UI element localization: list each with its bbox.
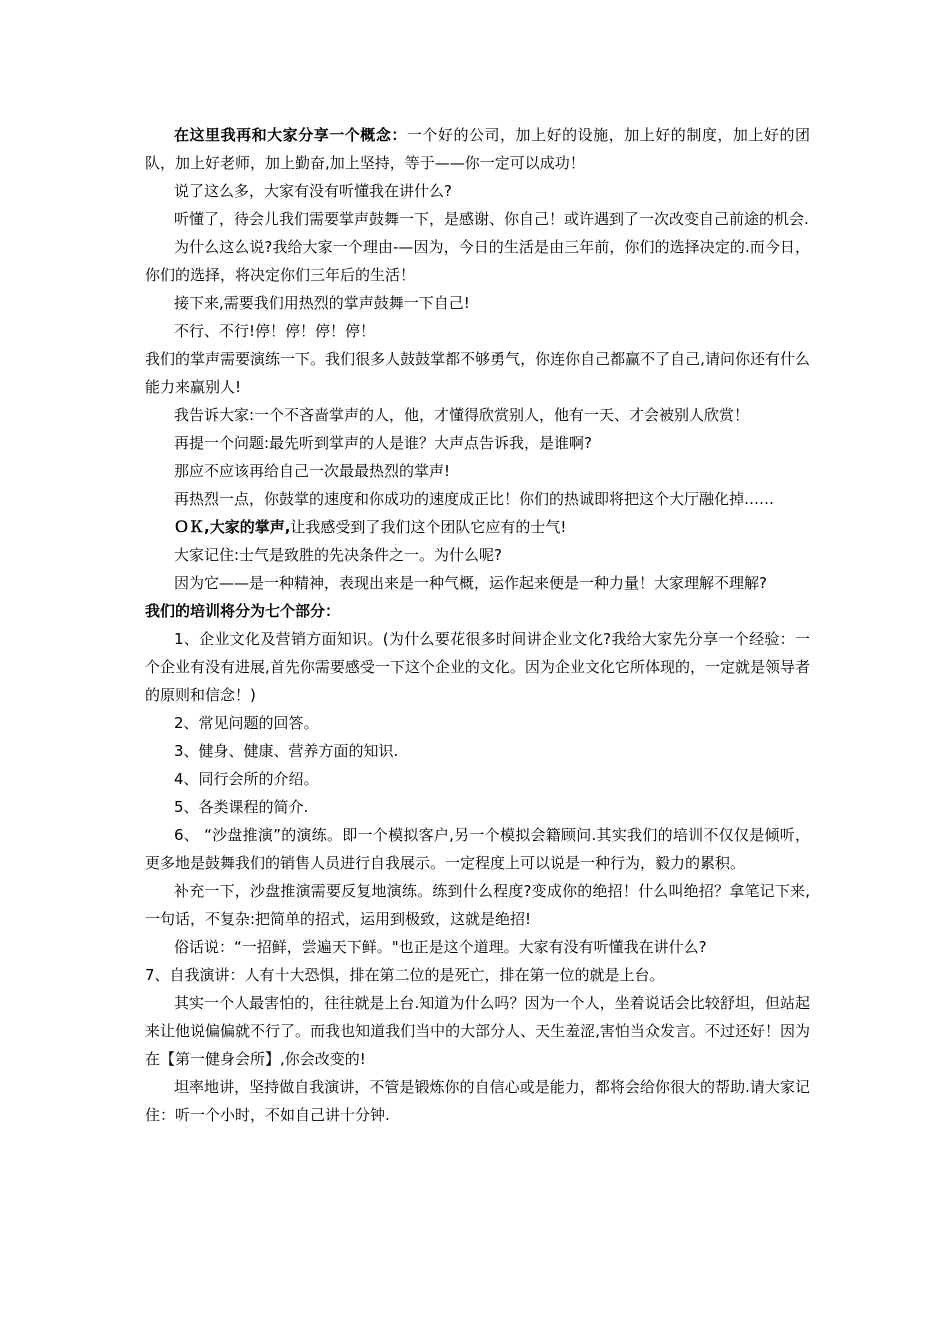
list-item-no-indent: 7、自我演讲：人有十大恐惧，排在第二位的是死亡，排在第一位的就是上台。 — [145, 966, 665, 984]
section-heading: 我们的培训将分为七个部分： — [145, 602, 341, 620]
paragraph: 其实一个人最害怕的，往往就是上台.知道为什么吗？因为一个人，坐着说话会比较舒坦，但站起来让他说偏偏就不行了。而我也知道我们当中的大部分人、天生羞涩,害怕当众发言。不过还好！因为在【第一健身会所】,你会改变的! — [145, 994, 810, 1068]
paragraph: 俗话说：“一招鲜，尝遍天下鲜。"也正是这个道理。大家有没有听懂我在讲什么? — [174, 938, 707, 956]
paragraph-concept — [145, 121, 810, 177]
paragraph: 因为它——是一种精神，表现出来是一种气概，运作起来便是一种力量！大家理解不理解? — [174, 574, 767, 592]
paragraph: 接下来,需要我们用热烈的掌声鼓舞一下自己! — [174, 294, 470, 312]
document-body — [145, 121, 810, 1129]
paragraph: 坦率地讲，坚持做自我演讲，不管是锻炼你的自信心或是能力，都将会给你很大的帮助.请大家记住：听一个小时，不如自己讲十分钟. — [145, 1078, 810, 1124]
list-item: 1、企业文化及营销方面知识。(为什么要花很多时间讲企业文化?我给大家先分享一个经验：一个企业有没有进展,首先你需要感受一下这个企业的文化。因为企业文化它所体现的，一定就是领导者的原则和信念！) — [145, 630, 810, 704]
list-item: 6、 “沙盘推演”的演练。即一个模拟客户,另一个模拟会籍顾问.其实我们的培训不仅仅是倾听，更多地是鼓舞我们的销售人员进行自我展示。一定程度上可以说是一种行为，毅力的累积。 — [145, 826, 810, 872]
list-item: 5、各类课程的简介. — [174, 798, 309, 816]
paragraph: 不行、不行!停！停！停！停！ — [174, 322, 376, 340]
paragraph-ok — [145, 513, 810, 541]
paragraph: 我告诉大家:一个不吝啬掌声的人，他，才懂得欣赏别人，他有一天、才会被别人欣赏！ — [174, 406, 750, 424]
paragraph: 为什么这么说?我给大家一个理由-—因为，今日的生活是由三年前，你们的选择决定的.而今日，你们的选择，将决定你们三年后的生活！ — [145, 238, 810, 284]
paragraph-lead-bold: 在这里我再和大家分享一个概念： — [174, 126, 407, 144]
paragraph: 大家记住:士气是致胜的先决条件之一。为什么呢? — [174, 546, 503, 564]
paragraph-text: 让我感受到了我们这个团队它应有的士气! — [290, 518, 567, 536]
paragraph-lead-bold: ＯＫ,大家的掌声, — [174, 518, 291, 536]
list-item: 3、健身、健康、营养方面的知识. — [174, 742, 399, 760]
paragraph-text: 一个好的公司，加上好的设施，加上好的制度，加上好的团队，加上好老师，加上勤奋,加上坚持，等于——你一定可以成功！ — [145, 126, 810, 172]
paragraph: 说了这么多，大家有没有听懂我在讲什么? — [174, 182, 452, 200]
list-item: 2、常见问题的回答。 — [174, 714, 319, 732]
paragraph: 再热烈一点，你鼓掌的速度和你成功的速度成正比！你们的热诚即将把这个大厅融化掉…… — [174, 490, 775, 508]
paragraph: 听懂了，待会儿我们需要掌声鼓舞一下，是感谢、你自己！或许遇到了一次改变自己前途的机会. — [174, 210, 809, 228]
list-item: 4、同行会所的介绍。 — [174, 770, 319, 788]
paragraph: 那应不应该再给自己一次最最热烈的掌声! — [174, 462, 451, 480]
paragraph: 再提一个问题:最先听到掌声的人是谁？大声点告诉我，是谁啊? — [174, 434, 593, 452]
paragraph-no-indent: 我们的掌声需要演练一下。我们很多人鼓鼓掌都不够勇气，你连你自己都赢不了自己,请问你还有什么能力来赢别人! — [145, 350, 810, 396]
paragraph: 补充一下，沙盘推演需要反复地演练。练到什么程度?变成你的绝招！什么叫绝招？拿笔记下来,一句话，不复杂:把简单的招式，运用到极致，这就是绝招! — [145, 882, 810, 928]
